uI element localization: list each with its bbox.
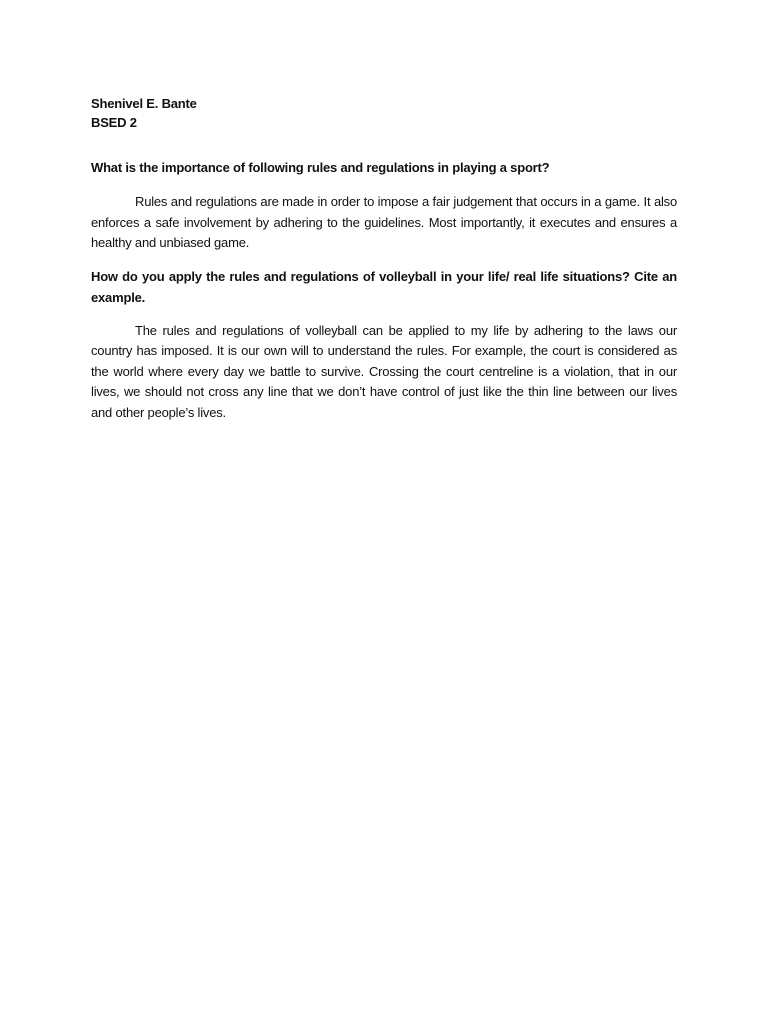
answer-1: Rules and regulations are made in order to impose a fair judgement that occurs in a game. It also enforces a safe involvement by adhering to the guidelines. Most importantly, it executes and ensures a healthy and unbiased game.: [91, 194, 677, 250]
document-body: [91, 94, 677, 423]
question-1: What is the importance of following rules and regulations in playing a sport?: [91, 160, 550, 175]
answer-2: The rules and regulations of volleyball can be applied to my life by adhering to the laws our country has imposed. It is our own will to understand the rules. For example, the court is considered as the world where every day we battle to survive. Crossing the court centreline is a violation, that in our lives, we should not cross any line that we don’t have control of just like the thin line between our lives and other people’s lives.: [91, 322, 677, 420]
author-course: BSED 2: [91, 115, 137, 130]
question-2: How do you apply the rules and regulations of volleyball in your life/ real life situations? Cite an example.: [91, 268, 677, 305]
author-name: Shenivel E. Bante: [91, 96, 197, 111]
author-block: [91, 94, 677, 132]
